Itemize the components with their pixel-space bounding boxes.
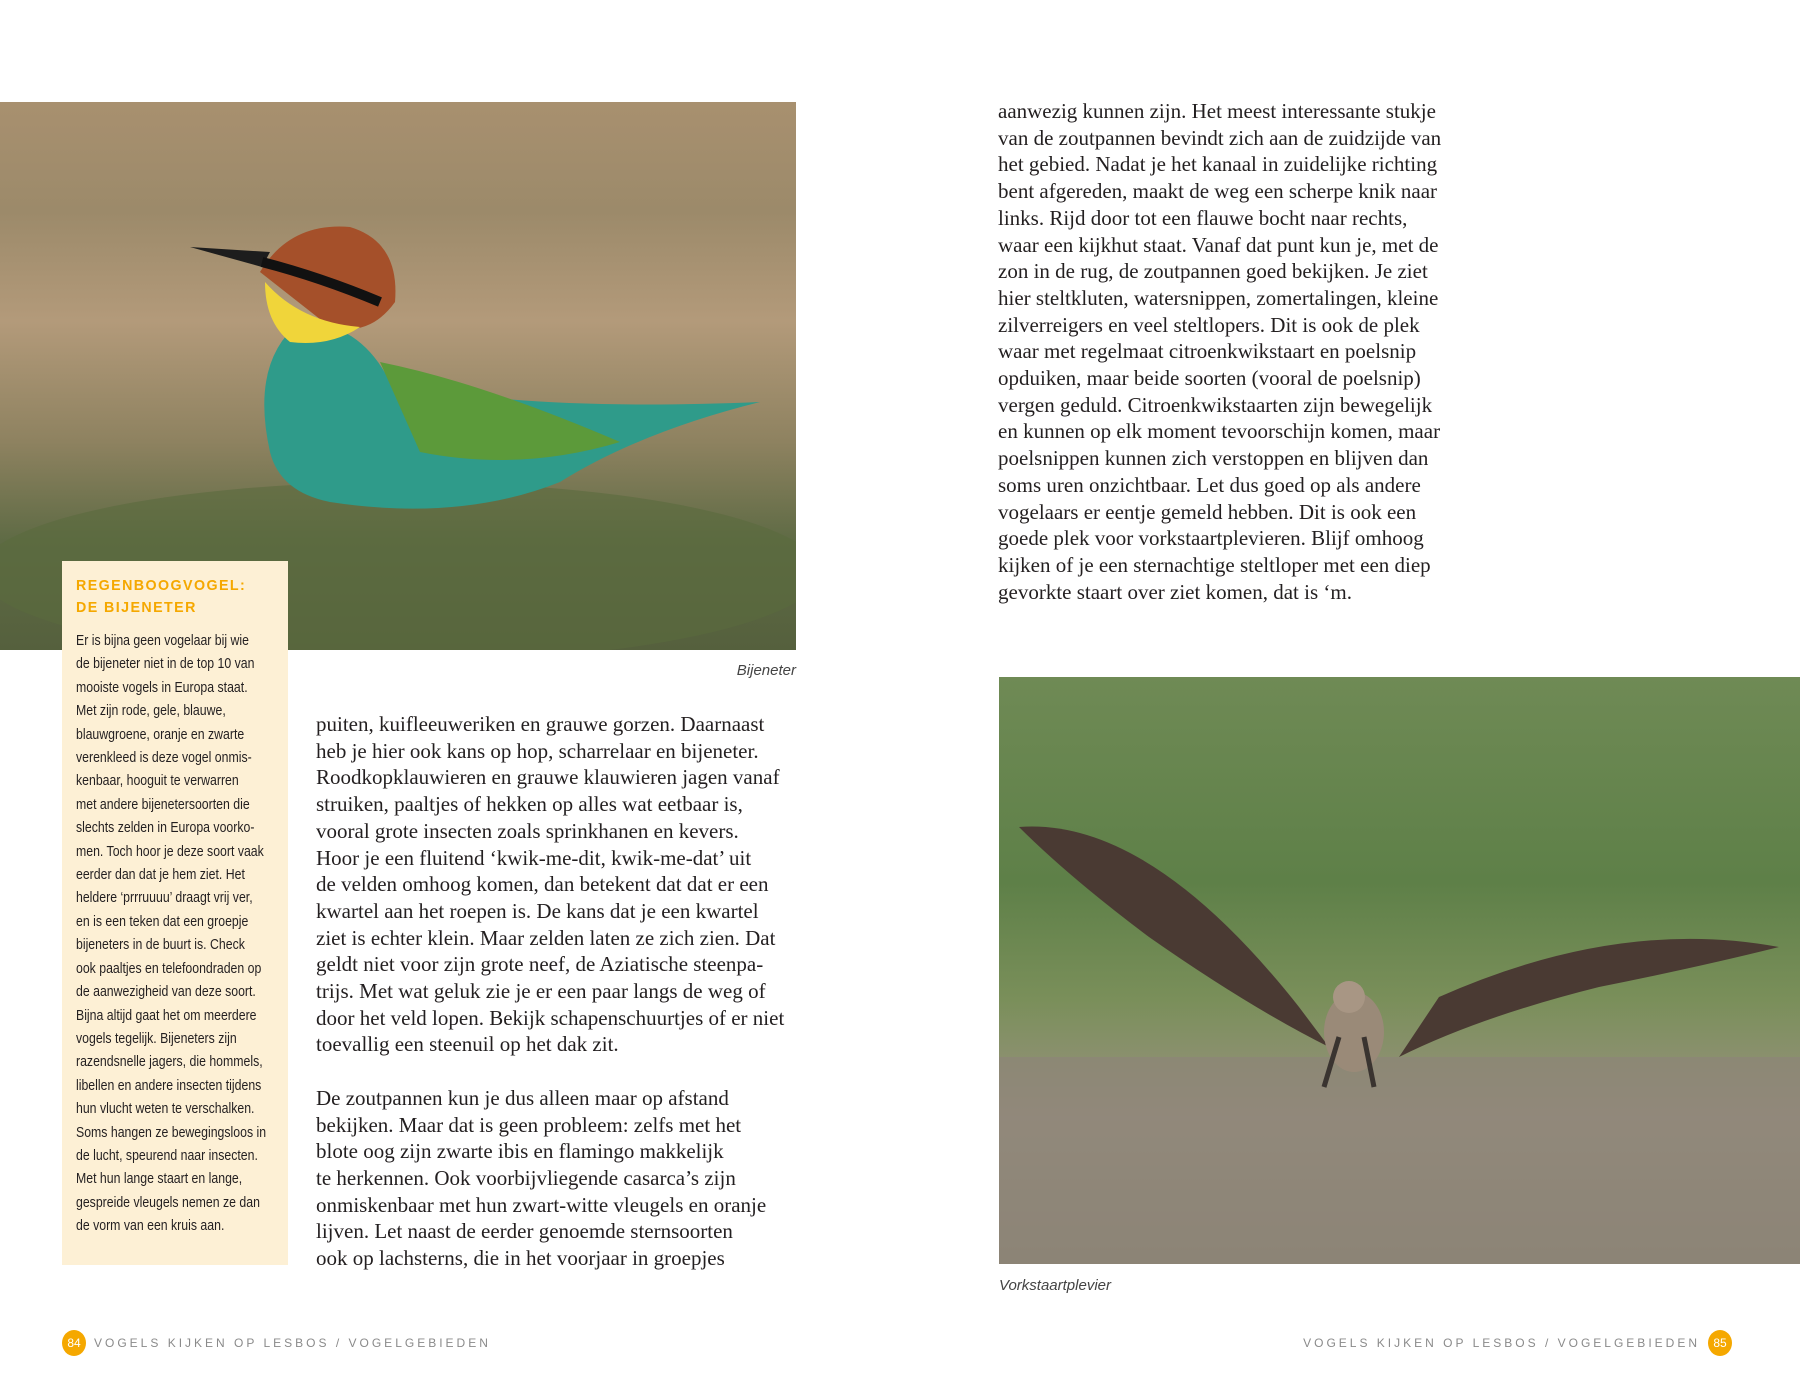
text-line: blauwgroene, oranje en zwarte <box>76 725 245 743</box>
text-line: de bijeneter niet in de top 10 van <box>76 655 255 673</box>
footer-left <box>62 1330 491 1356</box>
paragraph <box>316 711 784 1058</box>
text-line: en is een teken dat een groepje <box>76 912 249 930</box>
text-line: Hoor je een fluitend ‘kwik-me-dit, kwik-me-dat’ uit <box>316 845 752 870</box>
sidebar-title-line: REGENBOOGVOGEL: <box>76 577 247 594</box>
text-line: lijven. Let naast de eerder genoemde sternsoorten <box>316 1219 733 1244</box>
text-line: vooral grote insecten zoals sprinkhanen en kevers. <box>316 818 739 843</box>
text-line: verenkleed is deze vogel onmis- <box>76 749 252 767</box>
sidebar-title <box>76 575 266 619</box>
text-line: Met hun lange staart en lange, <box>76 1170 243 1188</box>
text-line: aanwezig kunnen zijn. Het meest interessante stukje <box>998 99 1436 123</box>
text-line: gespreide vleugels nemen ze dan <box>76 1193 260 1211</box>
text-line: en kunnen op elk moment tevoorschijn komen, maar <box>998 419 1441 444</box>
text-line: te herkennen. Ook voorbijvliegende casarca’s zijn <box>316 1165 736 1190</box>
paragraph <box>316 1085 784 1272</box>
footer-right <box>1303 1330 1732 1356</box>
text-line: razendsnelle jagers, die hommels, <box>76 1053 263 1071</box>
text-line: door het veld lopen. Bekijk schapenschuurtjes of er niet <box>316 1005 785 1030</box>
text-line: hier steltkluten, watersnippen, zomertalingen, kleine <box>998 285 1439 310</box>
text-line: soms uren onzichtbaar. Let dus goed op als andere <box>998 472 1421 497</box>
text-line: hun vlucht weten te verschalken. <box>76 1100 255 1118</box>
text-line: waar een kijkhut staat. Vanaf dat punt kun je, met de <box>998 232 1439 257</box>
page-number-right: 85 <box>1708 1330 1732 1356</box>
text-line: vergen geduld. Citroenkwikstaarten zijn bewegelijk <box>998 392 1433 417</box>
text-line: ook op lachsterns, die in het voorjaar in groepjes <box>316 1246 725 1271</box>
text-line: opduiken, maar beide soorten (vooral de poelsnip) <box>998 366 1421 391</box>
body-column-right <box>998 98 1441 605</box>
body-column-left <box>316 711 784 1272</box>
text-line: toevallig een steenuil op het dak zit. <box>316 1032 619 1057</box>
text-line: het gebied. Nadat je het kanaal in zuidelijke richting <box>998 152 1438 177</box>
text-line: vogels tegelijk. Bijeneters zijn <box>76 1029 237 1047</box>
text-line: blote oog zijn zwarte ibis en flamingo makkelijk <box>316 1139 724 1164</box>
paragraph <box>998 98 1441 605</box>
text-line: trijs. Met wat geluk zie je er een paar langs de weg of <box>316 979 766 1004</box>
text-line: van de zoutpannen bevindt zich aan de zuidzijde van <box>998 125 1442 150</box>
text-line: heldere ‘prrruuuu’ draagt vrij ver, <box>76 889 253 907</box>
text-line: Er is bijna geen vogelaar bij wie <box>76 632 249 649</box>
text-line: Met zijn rode, gele, blauwe, <box>76 702 226 720</box>
text-line: kenbaar, hooguit te verwarren <box>76 772 239 790</box>
text-line: links. Rijd door tot een flauwe bocht naar rechts, <box>998 205 1408 230</box>
text-line: onmiskenbaar met hun zwart-witte vleugels en oranje <box>316 1192 767 1217</box>
text-line: struiken, paaltjes of hekken op alles wat eetbaar is, <box>316 792 743 817</box>
text-line: de vorm van een kruis aan. <box>76 1217 225 1235</box>
text-line: men. Toch hoor je deze soort vaak <box>76 842 264 860</box>
text-line: mooiste vogels in Europa staat. <box>76 678 248 696</box>
text-line: de lucht, speurend naar insecten. <box>76 1146 258 1164</box>
running-head-right: VOGELS KIJKEN OP LESBOS / VOGELGEBIEDEN <box>1303 1336 1700 1350</box>
text-line: poelsnippen kunnen zich verstoppen en blijven dan <box>998 446 1429 471</box>
text-line: De zoutpannen kun je dus alleen maar op afstand <box>316 1085 729 1110</box>
text-line: Roodkopklauwieren en grauwe klauwieren jagen vanaf <box>316 765 780 790</box>
text-line: zilverreigers en veel steltlopers. Dit is ook de plek <box>998 312 1420 337</box>
text-line: libellen en andere insecten tijdens <box>76 1076 262 1094</box>
text-line: eerder dan dat je hem ziet. Het <box>76 866 245 884</box>
text-line: kijken of je een sternachtige steltloper met een diep <box>998 552 1431 577</box>
photo-caption-bee-eater: Bijeneter <box>736 662 796 679</box>
text-line: gevorkte staart over ziet komen, dat is ‘m. <box>998 579 1352 604</box>
text-line: goede plek voor vorkstaartplevieren. Blijf omhoog <box>998 526 1424 551</box>
text-line: kwartel aan het roepen is. De kans dat je een kwartel <box>316 898 759 923</box>
text-line: heb je hier ook kans op hop, scharrelaar en bijeneter. <box>316 738 759 763</box>
text-line: de velden omhoog komen, dan betekent dat dat er een <box>316 872 769 897</box>
page-number-left: 84 <box>62 1330 86 1356</box>
text-line: bijeneters in de buurt is. Check <box>76 936 245 954</box>
text-line: bekijken. Maar dat is geen probleem: zelfs met het <box>316 1112 742 1137</box>
text-line: puiten, kuifleeuweriken en grauwe gorzen. Daarnaast <box>316 712 765 736</box>
text-line: slechts zelden in Europa voorko- <box>76 819 255 837</box>
sidebar-title-line: DE BIJENETER <box>76 599 197 616</box>
text-line: ziet is echter klein. Maar zelden laten ze zich zien. Dat <box>316 925 776 950</box>
text-line: waar met regelmaat citroenkwikstaart en poelsnip <box>998 339 1417 364</box>
photo-caption-pratincole: Vorkstaartplevier <box>999 1277 1111 1294</box>
text-line: Bijna altijd gaat het om meerdere <box>76 1006 257 1024</box>
photo-collared-pratincole <box>999 677 1800 1264</box>
sidebar-body <box>76 629 276 1238</box>
text-line: vogelaars er eentje gemeld hebben. Dit is ook een <box>998 499 1417 524</box>
sidebar-box-bee-eater <box>62 561 288 1265</box>
pratincole-illustration <box>999 677 1800 1264</box>
running-head-left: VOGELS KIJKEN OP LESBOS / VOGELGEBIEDEN <box>94 1336 491 1350</box>
text-line: ook paaltjes en telefoondraden op <box>76 959 262 977</box>
text-line: de aanwezigheid van deze soort. <box>76 983 256 1001</box>
text-line: met andere bijenetersoorten die <box>76 795 250 813</box>
text-line: bent afgereden, maakt de weg een scherpe knik naar <box>998 179 1438 204</box>
text-line: geldt niet voor zijn grote neef, de Aziatische steenpa- <box>316 952 764 977</box>
text-line: zon in de rug, de zoutpannen goed bekijken. Je ziet <box>998 259 1428 284</box>
text-line: Soms hangen ze bewegingsloos in <box>76 1123 267 1141</box>
